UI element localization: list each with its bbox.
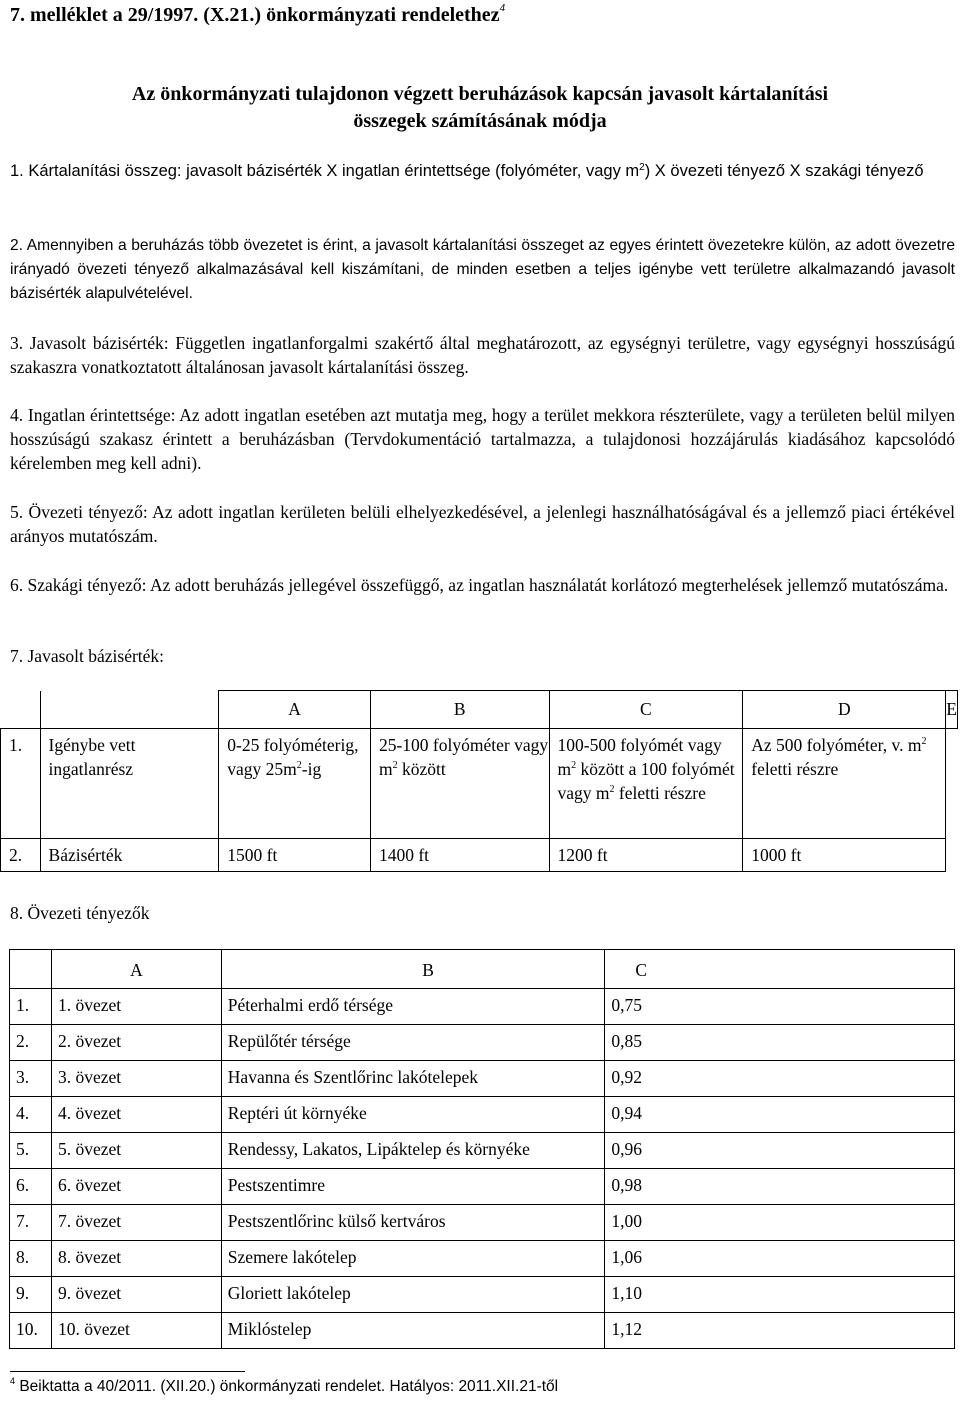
- paragraph-2: 2. Amennyiben a beruházás több övezetet is érint, a javasolt kártalanítási összeget az egyes érintett övezetekre külön, az adott övezetre irányadó övezeti tényező alkalmazásával kell kiszámítani, de minden esetben a teljes igénybe vett területre alkalmazandó javasolt bázisérték alapulvételével.: [10, 237, 955, 302]
- zone-factor: 0,92: [605, 1061, 955, 1097]
- zone-area: Pestszentlőrinc külső kertváros: [221, 1205, 605, 1241]
- table-row: [10, 1169, 955, 1205]
- zone-factor: 0,85: [605, 1025, 955, 1061]
- title-line-1: Az önkormányzati tulajdonon végzett beruházások kapcsán javasolt kártalanítási: [131, 83, 829, 105]
- zone-area: Repülőtér térsége: [221, 1025, 605, 1061]
- table-row: [1, 729, 958, 839]
- table-row: [1, 839, 958, 872]
- document-title: [0, 81, 960, 135]
- cell-c-sup: 2: [392, 760, 398, 771]
- table-row: [10, 1097, 955, 1133]
- table-header-row: [10, 950, 955, 989]
- zone-name: 10. övezet: [51, 1313, 221, 1349]
- paragraph-5: 5. Övezeti tényező: Az adott ingatlan kerületen belüli elhelyezkedésével, a jelenlegi használhatóságával és a jellemző piaci értékével arányos mutatószám.: [10, 502, 955, 546]
- zone-factor: 1,10: [605, 1277, 955, 1313]
- zone-factor: 0,75: [605, 989, 955, 1025]
- zone-name: 8. övezet: [51, 1241, 221, 1277]
- header-empty-cell: [1, 691, 41, 729]
- table-row: [10, 1313, 955, 1349]
- row-number: 5.: [10, 1133, 52, 1169]
- table-row: [10, 1205, 955, 1241]
- zone-name: 6. övezet: [51, 1169, 221, 1205]
- paragraph-4: 4. Ingatlan érintettsége: Az adott ingatlan esetében azt mutatja meg, hogy a terület mekkora részterülete, vagy a területen belül milyen hosszúságú szakasz érintett a beruházásban (Tervdokumentáció tartalmazza, a tulajdonosi hozzájárulás kiadásához kapcsolódó kérelemben meg kell adni).: [10, 405, 955, 473]
- header-empty-cell: [10, 950, 52, 989]
- zone-area: Havanna és Szentlőrinc lakótelepek: [221, 1061, 605, 1097]
- header-cell-b: B: [221, 950, 605, 989]
- cell-e: [743, 729, 946, 839]
- header-cell-c: C: [549, 691, 743, 729]
- cell-d-sup-2: 2: [609, 784, 615, 795]
- header-cell-e: E: [946, 691, 958, 729]
- section-7-label: 7. Javasolt bázisérték:: [10, 646, 165, 666]
- header-cell-c: C: [605, 950, 955, 989]
- table-row: [10, 1241, 955, 1277]
- zone-area: Szemere lakótelep: [221, 1241, 605, 1277]
- paragraph-1-text-b: ) X övezeti tényező X szakági tényező: [644, 162, 924, 180]
- table-header-row: [1, 691, 958, 729]
- row-number: 3.: [10, 1061, 52, 1097]
- footnote-ref[interactable]: 4: [499, 2, 506, 14]
- cell-c-text: 25-100 folyóméter vagy m: [378, 735, 549, 779]
- title-line-2: összegek számításának módja: [353, 110, 607, 132]
- table-row: [10, 1061, 955, 1097]
- cell-b-text: 0-25 folyóméterig, vagy 25m: [227, 735, 359, 779]
- cell-e-text-post: feletti részre: [751, 759, 839, 779]
- table-row: [10, 1133, 955, 1169]
- footnote-text: Beiktatta a 40/2011. (XII.20.) önkormányzati rendelet. Hatályos: 2011.XII.21-től: [15, 1378, 559, 1395]
- row-number: 10.: [10, 1313, 52, 1349]
- header-cell-a: A: [219, 691, 371, 729]
- header-cell-d: D: [743, 691, 946, 729]
- zone-factor: 0,94: [605, 1097, 955, 1133]
- cell-d-text-mid: között a 100 folyómét vagy m: [557, 759, 735, 803]
- value-cell: 1000 ft: [743, 839, 946, 872]
- table-row: [10, 1277, 955, 1313]
- zone-area: Miklóstelep: [221, 1313, 605, 1349]
- table-row: [10, 1025, 955, 1061]
- value-cell: 1400 ft: [370, 839, 549, 872]
- cell-b-sup: 2: [296, 760, 302, 771]
- header-cell-a: A: [51, 950, 221, 989]
- paragraph-6: 6. Szakági tényező: Az adott beruházás jellegével összefüggő, az ingatlan használatát korlátozó megterhelések jellemző mutatószáma.: [10, 575, 949, 595]
- zone-name: 4. övezet: [51, 1097, 221, 1133]
- footnote-divider: [10, 1371, 245, 1372]
- paragraph-3: 3. Javasolt bázisérték: Független ingatlanforgalmi szakértő által meghatározott, az egységnyi területre, vagy egységnyi hosszúságú szakaszra vonatkoztatott általánosan javasolt kártalanítási összeg.: [10, 333, 955, 377]
- cell-c: [370, 729, 549, 839]
- paragraph-1-sup: 2: [639, 162, 645, 173]
- row-number: 1.: [1, 729, 41, 839]
- zone-name: 2. övezet: [51, 1025, 221, 1061]
- zone-factor: 1,06: [605, 1241, 955, 1277]
- zone-factor: 0,98: [605, 1169, 955, 1205]
- header-empty-cell: [40, 691, 219, 729]
- annex-heading: [10, 4, 505, 27]
- row-number: 8.: [10, 1241, 52, 1277]
- row-number: 1.: [10, 989, 52, 1025]
- value-cell: 1500 ft: [219, 839, 371, 872]
- cell-d-text-post: feletti részre: [614, 783, 706, 803]
- zone-factor-table: [9, 949, 955, 1349]
- row-number: 9.: [10, 1277, 52, 1313]
- value-cell: 1200 ft: [549, 839, 743, 872]
- footnote: [10, 1378, 558, 1396]
- cell-b-text-post: -ig: [301, 759, 322, 779]
- zone-area: Reptéri út környéke: [221, 1097, 605, 1133]
- zone-area: Rendessy, Lakatos, Lipáktelep és környéke: [221, 1133, 605, 1169]
- cell-d-sup-1: 2: [571, 760, 577, 771]
- table-row: [10, 989, 955, 1025]
- row-label: Igénybe vett ingatlanrész: [40, 729, 219, 839]
- zone-name: 7. övezet: [51, 1205, 221, 1241]
- base-value-table: [0, 690, 958, 872]
- footnote-number: 4: [10, 1376, 16, 1386]
- cell-d-text: 100-500 folyómét vagy m: [557, 735, 722, 779]
- row-number: 2.: [10, 1025, 52, 1061]
- zone-factor: 1,12: [605, 1313, 955, 1349]
- zone-name: 3. övezet: [51, 1061, 221, 1097]
- cell-c-text-post: között: [397, 759, 446, 779]
- zone-area: Pestszentimre: [221, 1169, 605, 1205]
- header-cell-b: B: [370, 691, 549, 729]
- row-number: 6.: [10, 1169, 52, 1205]
- row-number: 2.: [1, 839, 41, 872]
- row-number: 7.: [10, 1205, 52, 1241]
- zone-area: Gloriett lakótelep: [221, 1277, 605, 1313]
- cell-e-text: Az 500 folyóméter, v. m: [751, 735, 922, 755]
- cell-e-sup: 2: [921, 736, 927, 747]
- zone-name: 1. övezet: [51, 989, 221, 1025]
- zone-name: 9. övezet: [51, 1277, 221, 1313]
- zone-factor: 0,96: [605, 1133, 955, 1169]
- annex-heading-text: 7. melléklet a 29/1997. (X.21.) önkormányzati rendelethez: [10, 4, 500, 26]
- paragraph-1-text-a: 1. Kártalanítási összeg: javasolt bázisérték X ingatlan érintettsége (folyóméter, vagy m: [10, 162, 640, 180]
- zone-name: 5. övezet: [51, 1133, 221, 1169]
- zone-area: Péterhalmi erdő térsége: [221, 989, 605, 1025]
- cell-b: [219, 729, 371, 839]
- row-number: 4.: [10, 1097, 52, 1133]
- section-8-label: 8. Övezeti tényezők: [10, 903, 150, 923]
- paragraph-1: [10, 159, 955, 183]
- cell-d: [549, 729, 743, 839]
- row-label: Bázisérték: [40, 839, 219, 872]
- zone-factor: 1,00: [605, 1205, 955, 1241]
